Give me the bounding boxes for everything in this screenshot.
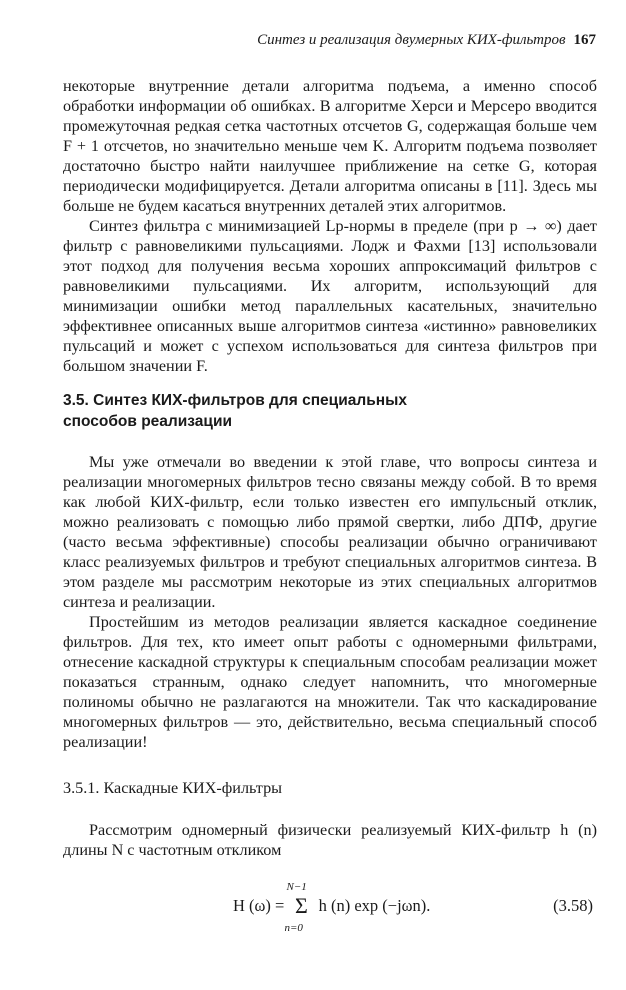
running-head-title: Синтез и реализация двумерных КИХ-фильтров	[257, 32, 566, 48]
section-heading-line: способов реализации	[63, 413, 233, 430]
page-number: 167	[573, 32, 596, 48]
section-heading	[63, 390, 597, 432]
equation-number: (3.58)	[553, 896, 593, 915]
sum-symbol: Σ	[295, 893, 308, 919]
section-heading-line: 3.5. Синтез КИХ-фильтров для специальных	[63, 392, 407, 409]
paragraph: Простейшим из методов реализации является каскадное соединение фильтров. Для тех, кто имеет опыт работы с одномерными фильтрами, отнесение каскадной структуры к специальным способам реализации может показаться странным, однако следует напомнить, что многомерные полиномы обычно не разлагаются на множители. Так что каскадирование многомерных фильтров — это, действительно, весьма специальный способ реализации!	[63, 613, 597, 751]
equation	[63, 878, 597, 935]
paragraph: Синтез фильтра с минимизацией Lp-нормы в пределе (при p → ∞) дает фильтр с равновеликими пульсациями. Лодж и Фахми [13] использовали этот подход для получения весьма хороших аппроксимаций фильтров с равновеликими пульсациями. Их алгоритм, использующий для минимизации ошибки метод параллельных касательных, значительно эффективнее описанных выше алгоритмов синтеза «истинно» равновеликих пульсаций и может с успехом использоваться для синтеза фильтров при большом значении F.	[63, 217, 597, 375]
running-head	[90, 30, 596, 50]
subsection-heading: 3.5.1. Каскадные КИХ-фильтры	[63, 779, 283, 797]
sum-lower-limit: n=0	[284, 922, 303, 935]
summation	[284, 881, 314, 935]
paragraph: Рассмотрим одномерный физически реализуемый КИХ-фильтр h (n) длины N с частотным откликом	[63, 821, 597, 859]
sum-upper-limit: N−1	[286, 881, 307, 894]
page-body	[63, 76, 597, 935]
paragraph: Мы уже отмечали во введении к этой главе, что вопросы синтеза и реализации многомерных фильтров тесно связаны между собой. В то время как любой КИХ-фильтр, если только известен его импульсный отклик, можно реализовать с помощью либо прямой свертки, либо ДПФ, другие (часто весьма эффективные) способы реализации обычно ограничивают класс реализуемых фильтров и требуют специальных алгоритмов синтеза. В этом разделе мы рассмотрим некоторые из этих специальных алгоритмов синтеза и реализации.	[63, 453, 597, 611]
equation-expression	[233, 881, 431, 935]
paragraph: некоторые внутренние детали алгоритма подъема, а именно способ обработки информации об ошибках. В алгоритме Херси и Мерсеро вводится промежуточная редкая сетка частотных отсчетов G, содержащая больше чем F + 1 отсчетов, но значительно меньше чем K. Алгоритм подъема позволяет достаточно быстро найти наилучшее приближение на сетке G, которая периодически модифицируется. Детали алгоритма описаны в [11]. Здесь мы больше не будем касаться внутренних деталей этих алгоритмов.	[63, 77, 597, 215]
equation-rhs: h (n) exp (−jωn).	[318, 896, 431, 915]
equation-lhs: H (ω) =	[233, 896, 285, 915]
